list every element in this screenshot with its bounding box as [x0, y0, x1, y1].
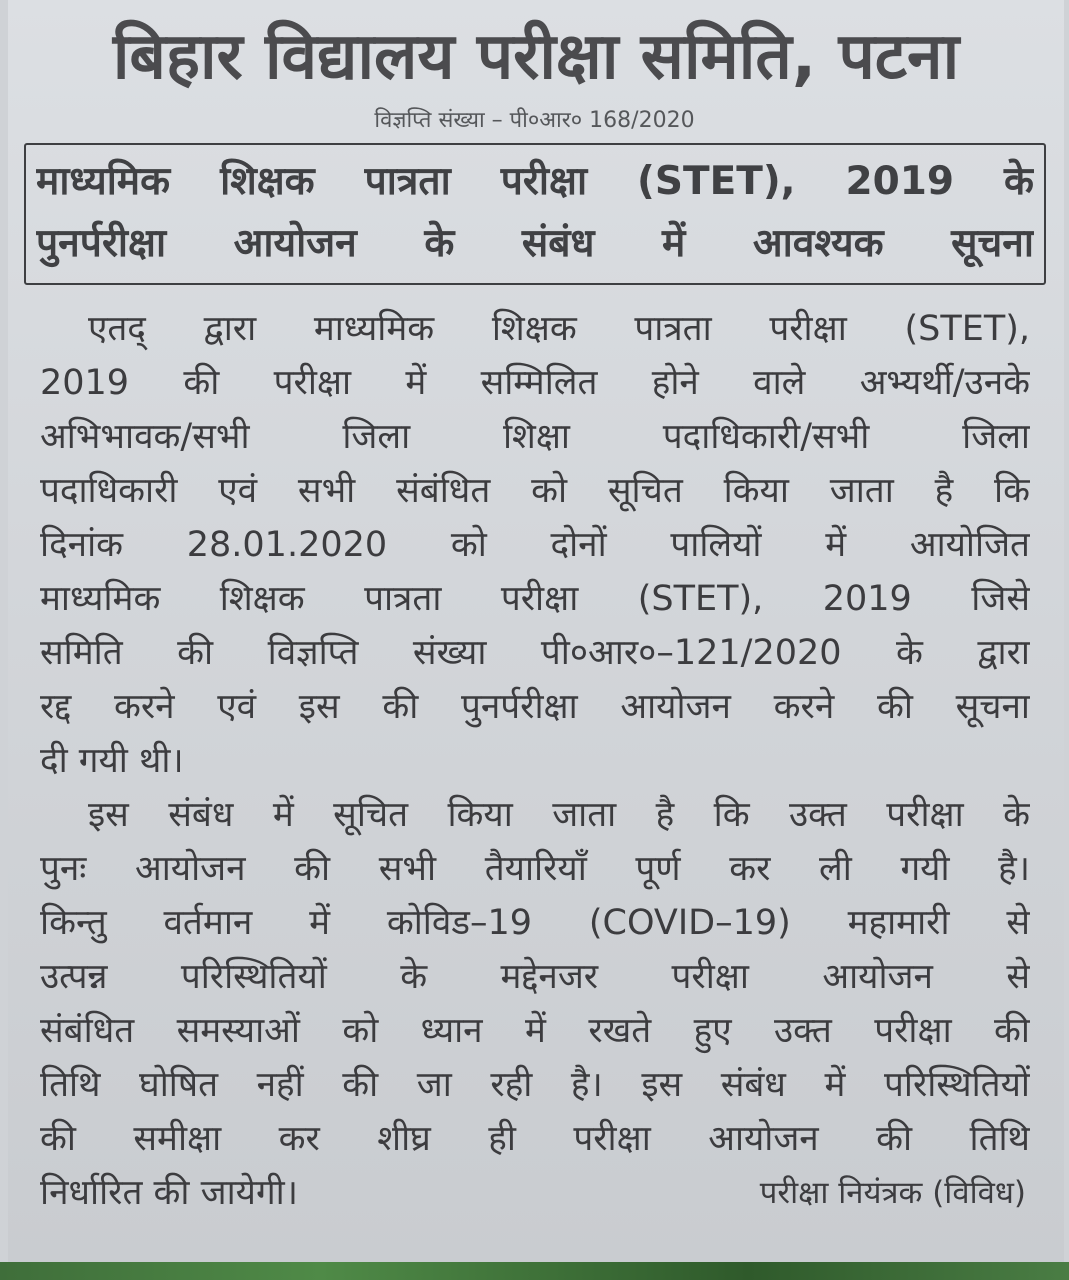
paragraph-line: समिति की विज्ञप्ति संख्या पी०आर०–121/2020 के द्वारा [40, 633, 1030, 673]
paragraph-2 [40, 788, 1030, 1220]
paragraph-line: निर्धारित की जायेगी। [40, 1173, 298, 1213]
paragraph-line: रद्द करने एवं इस की पुनर्परीक्षा आयोजन करने की सूचना [40, 687, 1030, 727]
notice-number: विज्ञप्ति संख्या – पी०आर० 168/2020 [374, 108, 695, 133]
notice-title-line: माध्यमिक शिक्षक पात्रता परीक्षा (STET), 2019 के [36, 159, 1034, 204]
background-strip [0, 1262, 1069, 1280]
paragraph-1 [40, 302, 1030, 788]
paragraph-line: 2019 की परीक्षा में सम्मिलित होने वाले अभ्यर्थी/उनके [40, 363, 1030, 403]
notice-title-line: पुनर्परीक्षा आयोजन के संबंध में आवश्यक सूचना [36, 221, 1034, 266]
closing-row [40, 1166, 1030, 1220]
board-name-heading: बिहार विद्यालय परीक्षा समिति, पटना [112, 20, 960, 94]
paragraph-line: पदाधिकारी एवं सभी संबंधित को सूचित किया जाता है कि [40, 471, 1030, 511]
paragraph-line: पुनः आयोजन की सभी तैयारियाँ पूर्ण कर ली गयी है। [40, 849, 1030, 889]
paragraph-line: की समीक्षा कर शीघ्र ही परीक्षा आयोजन की तिथि [40, 1119, 1030, 1159]
paragraph-line: दिनांक 28.01.2020 को दोनों पालियों में आयोजित [40, 525, 1030, 565]
paragraph-line: तिथि घोषित नहीं की जा रही है। इस संबंध में परिस्थितियों [40, 1065, 1030, 1105]
paragraph-line: इस संबंध में सूचित किया जाता है कि उक्त परीक्षा के [88, 795, 1030, 835]
notice-title-box [24, 143, 1046, 285]
signature-designation: परीक्षा नियंत्रक (विविध) [759, 1175, 1026, 1211]
paragraph-line: किन्तु वर्तमान में कोविड–19 (COVID–19) महामारी से [40, 903, 1030, 943]
paragraph-line: एतद् द्वारा माध्यमिक शिक्षक पात्रता परीक्षा (STET), [88, 309, 1030, 349]
paragraph-line: संबंधित समस्याओं को ध्यान में रखते हुए उक्त परीक्षा की [40, 1011, 1030, 1051]
paragraph-line: दी गयी थी। [40, 741, 184, 781]
paragraph-line: उत्पन्न परिस्थितियों के मद्देनजर परीक्षा आयोजन से [40, 957, 1030, 997]
notice-body [40, 302, 1030, 1220]
paragraph-line: अभिभावक/सभी जिला शिक्षा पदाधिकारी/सभी जिला [40, 417, 1030, 457]
paragraph-line: माध्यमिक शिक्षक पात्रता परीक्षा (STET), 2019 जिसे [40, 579, 1030, 619]
